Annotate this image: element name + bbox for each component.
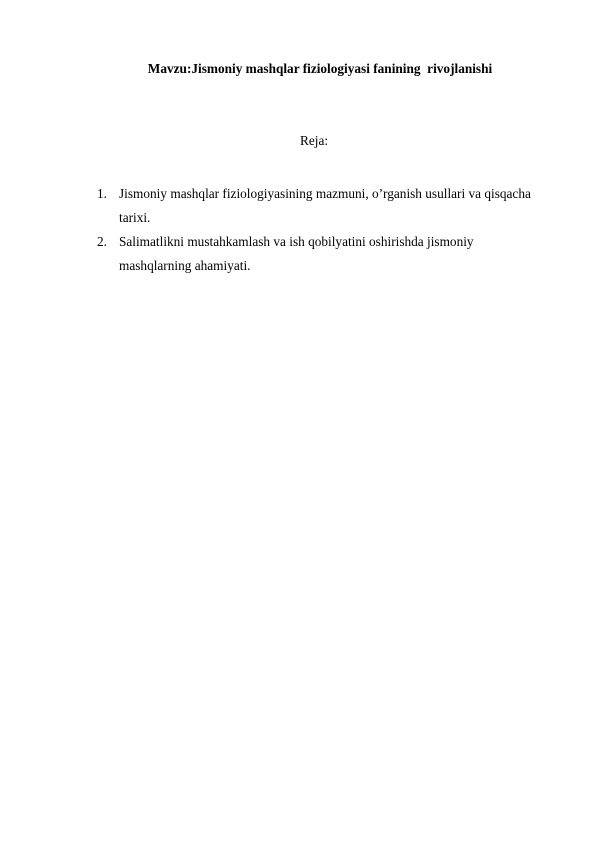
document-title: Mavzu:Jismoniy mashqlar fiziologiyasi fanining rivojlanishi: [147, 61, 493, 76]
plan-item-number: 1.: [97, 186, 107, 201]
plan-item-number: 2.: [97, 234, 107, 249]
plan-list: [97, 182, 537, 278]
plan-item-2: [97, 230, 537, 278]
plan-item-text: Jismoniy mashqlar fiziologiyasining mazmuni, o’rganish usullari va qisqacha tarixi.: [119, 186, 531, 225]
plan-item-text: Salimatlikni mustahkamlash va ish qobilyatini oshirishda jismoniy mashqlarning ahamiyati.: [119, 234, 474, 273]
plan-heading: Reja:: [300, 133, 329, 148]
plan-item-1: [97, 182, 537, 230]
